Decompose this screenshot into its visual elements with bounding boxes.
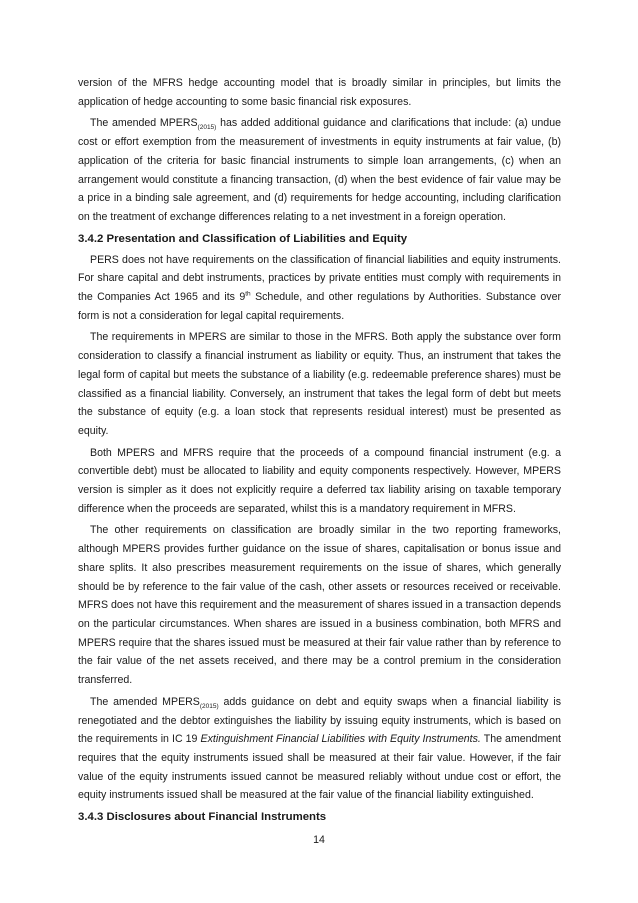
subscript-year: (2015) [197,124,217,132]
text-run: The amended MPERS [90,117,198,130]
paragraph-substance-over-form: The requirements in MPERS are similar to those in the MFRS. Both apply the substance over form consideration to classify a financial instrument as liability or equity. Thus, an instrument that takes the legal form of capital but meets the substance of a liability (e.g. redeemable preference shares) must be classified as a financial liability. Conversely, an instrument that takes the legal form of debt but meets the substance of equity (e.g. a loan stock that represents residual interest) must be presented as equity. [78,331,561,437]
italic-standard-title: Extinguishment Financial Liabilities with Equity Instruments. [200,733,481,746]
text-run: adds guidance on debt and equity swaps when a financial liability is renegotiated and the debtor extinguishes the liability by issuing equity instruments, which is based on the requirements in IC 19 [78,695,561,746]
paragraph-compound-instrument: Both MPERS and MFRS require that the proceeds of a compound financial instrument (e.g. a convertible debt) must be allocated to liability and equity components respectively. However, MPERS version is simpler as it does not explicitly require a deferred tax liability arising on taxable temporary difference when the proceeds are separated, whilst this is a mandatory requirement in MFRS. [78,446,561,515]
text-run: The amendment requires that the equity instruments issued shall be measured at their fair value. However, if the fair value of the equity instruments issued cannot be measured reliably without undue cost or effort, the equity instruments issued shall be measured at the fair value of the financial liability extinguished. [78,733,562,802]
page-body [78,74,561,829]
section-heading-3-4-2: 3.4.2 Presentation and Classification of Liabilities and Equity [78,232,408,245]
paragraph-pers-classification [78,251,561,326]
subscript-year: (2015) [199,702,219,710]
text-run: has added additional guidance and clarifications that include: (a) undue cost or effort exemption from the measurement of investments in equity instruments at fair value, (b) application of the criteria for basic financial instruments to simple loan arrangements, (c) when an arrangement would constitute a financing transaction, (d) when the best evidence of fair value may be a price in a binding sale agreement, and (d) requirements for hedge accounting, including clarification on the treatment of exchange differences relating to a net investment in a foreign operation. [78,117,561,223]
text-run: PERS does not have requirements on the classification of financial liabilities and equity instruments. For share capital and debt instruments, practices by private entities must comply with requirements in the Companies Act 1965 and its 9 [78,253,561,304]
text-run: Schedule, and other regulations by Authorities. Substance over form is not a consideration for legal capital requirements. [78,291,561,322]
page-number: 14 [313,834,325,846]
paragraph-amended-mpers-guidance [78,114,561,226]
text-run: The amended MPERS [90,695,200,708]
superscript-th: th [245,290,251,298]
paragraph-other-requirements: The other requirements on classification are broadly similar in the two reporting frameworks, although MPERS provides further guidance on the issue of shares, capitalisation or bonus issue and share splits. It also prescribes measurement requirements on the issue of shares, which generally should be by reference to the fair value of the cash, other assets or resources received or receivable. MFRS does not have this requirement and the measurement of shares issued in a transaction depends on the particular circumstances. When shares are issued in a business combination, both MFRS and MPERS require that the shares issued must be measured at their fair value rather than by reference to the fair value of the net assets received, and there may be a control premium in the consideration transferred. [78,524,561,687]
paragraph-debt-equity-swaps [78,693,561,805]
section-heading-3-4-3: 3.4.3 Disclosures about Financial Instruments [78,811,327,824]
paragraph-hedge-accounting: version of the MFRS hedge accounting model that is broadly similar in principles, but limits the application of hedge accounting to some basic financial risk exposures. [78,77,561,108]
